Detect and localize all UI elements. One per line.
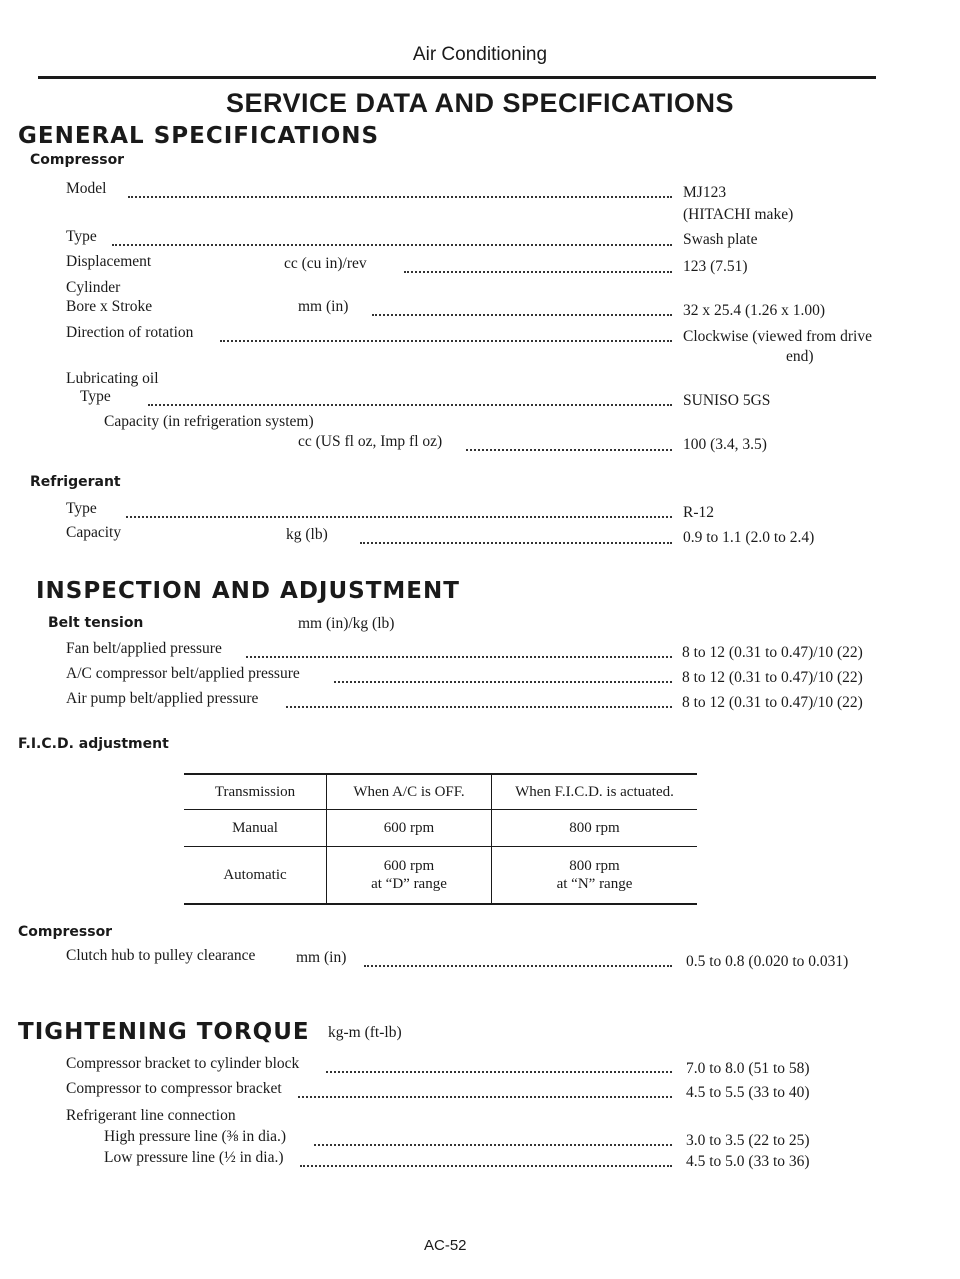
fan-belt-label: Fan belt/applied pressure <box>66 640 222 657</box>
leader-dots <box>372 314 672 316</box>
ficd-table <box>184 773 697 905</box>
compressor-heading: Compressor <box>30 152 125 168</box>
page-number: AC-52 <box>424 1237 467 1254</box>
leader-dots <box>466 449 672 451</box>
tightening-torque-heading: TIGHTENING TORQUE <box>18 1019 310 1045</box>
lubricating-oil-label: Lubricating oil <box>66 370 159 387</box>
cell-range: at “N” range <box>556 876 633 892</box>
running-header: Air Conditioning <box>412 44 548 65</box>
displacement-label: Displacement <box>66 253 152 270</box>
table-cell: 800 rpm <box>492 810 698 847</box>
clutch-clearance-value: 0.5 to 0.8 (0.020 to 0.031) <box>686 953 849 970</box>
fan-belt-value: 8 to 12 (0.31 to 0.47)/10 (22) <box>682 644 863 661</box>
model-value: MJ123 <box>683 184 727 201</box>
leader-dots <box>326 1071 672 1073</box>
column-header: Transmission <box>184 774 327 810</box>
cylinder-label: Cylinder <box>66 279 121 296</box>
compressor-clearance-heading: Compressor <box>18 924 113 940</box>
leader-dots <box>246 656 672 658</box>
ac-belt-value: 8 to 12 (0.31 to 0.47)/10 (22) <box>682 669 863 686</box>
refrigerant-capacity-unit: kg (lb) <box>286 526 328 543</box>
high-pressure-line-label: High pressure line (⅜ in dia.) <box>104 1128 287 1145</box>
oil-capacity-value: 100 (3.4, 3.5) <box>683 436 767 453</box>
cell-rpm: 800 rpm <box>569 858 620 874</box>
oil-type-label: Type <box>80 388 111 405</box>
table-cell <box>327 847 492 905</box>
table-header-row <box>184 774 697 810</box>
bracket-block-value: 7.0 to 8.0 (51 to 58) <box>686 1060 810 1077</box>
oil-type-value: SUNISO 5GS <box>683 392 771 409</box>
rotation-value-end: end) <box>786 348 814 365</box>
model-make-value: (HITACHI make) <box>683 206 794 223</box>
header-rule <box>38 76 876 79</box>
model-label: Model <box>66 180 107 197</box>
air-pump-belt-label: Air pump belt/applied pressure <box>66 690 259 707</box>
clutch-clearance-unit: mm (in) <box>296 949 347 966</box>
page-title: SERVICE DATA AND SPECIFICATIONS <box>225 88 735 118</box>
leader-dots <box>286 706 672 708</box>
refrigerant-type-value: R-12 <box>683 504 714 521</box>
low-pressure-line-value: 4.5 to 5.0 (33 to 36) <box>686 1153 810 1170</box>
cell-rpm: 600 rpm <box>383 858 435 874</box>
bore-stroke-label: Bore x Stroke <box>66 298 153 315</box>
leader-dots <box>300 1165 672 1167</box>
leader-dots <box>314 1144 672 1146</box>
refrigerant-heading: Refrigerant <box>30 474 121 490</box>
leader-dots <box>126 516 672 518</box>
table-row <box>184 847 697 905</box>
refrigerant-line-label: Refrigerant line connection <box>66 1107 236 1124</box>
refrigerant-capacity-value: 0.9 to 1.1 (2.0 to 2.4) <box>683 529 815 546</box>
leader-dots <box>112 244 672 246</box>
belt-tension-unit: mm (in)/kg (lb) <box>298 615 395 632</box>
clutch-clearance-label: Clutch hub to pulley clearance <box>66 947 256 964</box>
type-label: Type <box>66 228 97 245</box>
ac-belt-label: A/C compressor belt/applied pressure <box>66 665 300 682</box>
compressor-bracket-value: 4.5 to 5.5 (33 to 40) <box>686 1084 810 1101</box>
ficd-heading: F.I.C.D. adjustment <box>18 736 169 752</box>
leader-dots <box>360 542 672 544</box>
leader-dots <box>220 340 672 342</box>
type-value: Swash plate <box>683 231 758 248</box>
table-cell <box>492 847 698 905</box>
high-pressure-line-value: 3.0 to 3.5 (22 to 25) <box>686 1132 810 1149</box>
leader-dots <box>364 965 672 967</box>
refrigerant-capacity-label: Capacity <box>66 524 122 541</box>
leader-dots <box>148 404 672 406</box>
leader-dots <box>128 196 672 198</box>
table-cell: Manual <box>184 810 327 847</box>
cell-range: at “D” range <box>371 876 447 892</box>
oil-capacity-label: Capacity (in refrigeration system) <box>104 413 314 430</box>
bore-stroke-unit: mm (in) <box>298 298 349 315</box>
column-header: When F.I.C.D. is actuated. <box>492 774 698 810</box>
leader-dots <box>404 271 672 273</box>
table-row <box>184 810 697 847</box>
belt-tension-heading: Belt tension <box>48 615 144 631</box>
refrigerant-type-label: Type <box>66 500 97 517</box>
low-pressure-line-label: Low pressure line (½ in dia.) <box>104 1149 284 1166</box>
rotation-label: Direction of rotation <box>66 324 194 341</box>
compressor-bracket-label: Compressor to compressor bracket <box>66 1080 282 1097</box>
column-header: When A/C is OFF. <box>327 774 492 810</box>
table-cell: 600 rpm <box>327 810 492 847</box>
general-specifications-heading: GENERAL SPECIFICATIONS <box>18 123 380 149</box>
displacement-value: 123 (7.51) <box>683 258 748 275</box>
bracket-block-label: Compressor bracket to cylinder block <box>66 1055 300 1072</box>
rotation-value: Clockwise (viewed from drive <box>683 328 872 345</box>
air-pump-belt-value: 8 to 12 (0.31 to 0.47)/10 (22) <box>682 694 863 711</box>
displacement-unit: cc (cu in)/rev <box>284 255 367 272</box>
inspection-adjustment-heading: INSPECTION AND ADJUSTMENT <box>36 578 460 604</box>
bore-stroke-value: 32 x 25.4 (1.26 x 1.00) <box>683 302 826 319</box>
oil-capacity-unit: cc (US fl oz, Imp fl oz) <box>298 433 443 450</box>
torque-unit: kg-m (ft-lb) <box>328 1024 402 1041</box>
table-cell: Automatic <box>184 847 327 905</box>
leader-dots <box>334 681 672 683</box>
leader-dots <box>298 1096 672 1098</box>
